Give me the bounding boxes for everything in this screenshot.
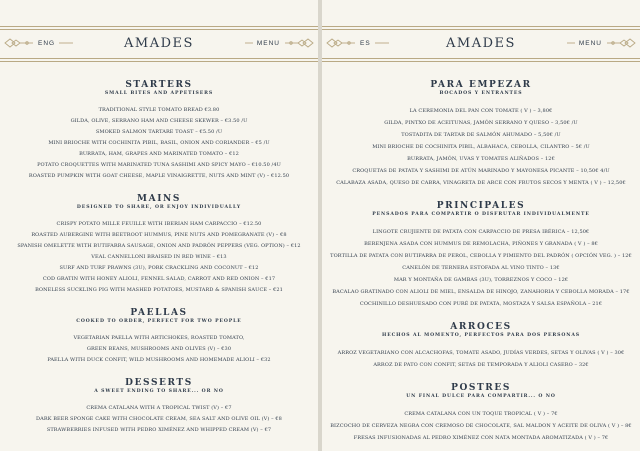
menu-item: CALABAZA ASADA, QUESO DE CABRA, VINAGRETA DE ARCE CON FRUTOS SECOS Y MENTA ( V ) – 12,50€ <box>336 180 626 186</box>
menu-item: BURRATA, JAMÓN, UVAS Y TOMATES ALIÑADOS – 12€ <box>407 156 555 162</box>
menu-item: ARROZ DE PATO CON CONFIT, SETAS DE TEMPORADA Y ALIOLI CASERO – 32€ <box>373 362 589 368</box>
menu-item: TRADITIONAL STYLE TOMATO BREAD €3.80 <box>98 107 220 113</box>
menu-item: CROQUETAS DE PATATA Y SASHIMI DE ATÚN MARINADO Y MAYONESA PICANTE – 10,50€ 4/U <box>352 168 610 174</box>
section-subtitle: A SWEET ENDING TO SHARE... OR NO <box>94 389 224 394</box>
section-subtitle: DESIGNED TO SHARE, OR ENJOY INDIVIDUALLY <box>76 205 242 210</box>
menu-label: MENU <box>256 39 280 47</box>
menu-item: COD GRATIN WITH HONEY ALIOLI, FENNEL SALAD, CARROT AND RED ONION – €17 <box>42 276 276 282</box>
menu-item: ARROZ VEGETARIANO CON ALCACHOFAS, TOMATE ASADO, JUDÍAS VERDES, SETAS Y OLIVAS ( V ) – 30€ <box>337 350 625 356</box>
menu-panel-spanish <box>322 0 640 451</box>
menu-item: BERENJENA ASADA CON HUMMUS DE REMOLACHA, PIÑONES Y GRANADA ( V ) – 8€ <box>364 241 598 247</box>
menu-item: CREMA CATALANA WITH A TROPICAL TWIST (V) – €7 <box>86 405 232 411</box>
menu-item: MINI BRIOCHE WITH COCHINITA PIBIL, BASIL, ONION AND CORIANDER – €5 /U <box>48 140 270 146</box>
section-title: PARA EMPEZAR <box>430 80 532 90</box>
section-title: STARTERS <box>125 80 193 90</box>
section-title: DESSERTS <box>125 378 193 388</box>
menu-item: FRESAS INFUSIONADAS AL PEDRO XIMÉNEZ CON NATA MONTADA AROMATIZADA ( V ) – 7€ <box>353 435 609 441</box>
menu-item: PAELLA WITH DUCK CONFIT, WILD MUSHROOMS AND HOMEMADE ALIOLI – €32 <box>47 357 271 363</box>
section-title: PAELLAS <box>130 308 188 318</box>
section-para-empezar <box>322 80 640 189</box>
line-ornament-icon <box>567 38 575 48</box>
menu-item: LINGOTE CRUJIENTE DE PATATA CON CARPACCIO DE PRESA IBÉRICA – 12,50€ <box>372 229 590 235</box>
menu-button[interactable] <box>245 38 314 48</box>
menu-item: MINI BRIOCHE DE COCHINITA PIBIL, ALBAHACA, CEBOLLA, CILANTRO – 5€ /U <box>372 144 590 150</box>
section-subtitle: PENSADOS PARA COMPARTIR O DISFRUTAR INDIVIDUALMENTE <box>372 212 590 217</box>
menu-label: MENU <box>578 39 602 47</box>
menu-item: ROASTED AUBERGINE WITH BEETROOT HUMMUS, PINE NUTS AND POMEGRANATE (V) – €8 <box>31 232 287 238</box>
section-paellas <box>0 308 318 366</box>
menu-item: COCHINILLO DESHUESADO CON PURÉ DE PATATA, MOSTAZA Y SALSA ESPAÑOLA – 21€ <box>359 301 603 307</box>
menu-item: GREEN BEANS, MUSHROOMS AND OLIVES (V) – €30 <box>86 346 232 352</box>
menu-item: MAR Y MONTAÑA DE GAMBAS (3U), TORREZNOS Y COCO – 12€ <box>393 277 569 283</box>
section-principales <box>322 201 640 310</box>
menu-item: BIZCOCHO DE CERVEZA NEGRA CON CREMOSO DE CHOCOLATE, SAL MALDON Y ACEITE DE OLIVA ( V ) – 8€ <box>330 423 632 429</box>
diamond-arrow-ornament-icon <box>284 38 314 48</box>
menu-item: LA CEREMONIA DEL PAN CON TOMATE ( V ) – 3,80€ <box>409 108 553 114</box>
panel-header <box>322 0 640 60</box>
menu-item: DARK BEER SPONGE CAKE WITH CHOCOLATE CREAM, SEA SALT AND OLIVE OIL (V) – €8 <box>36 416 282 422</box>
menu-item: SMOKED SALMON TARTARE TOAST – €5.50 /U <box>95 129 223 135</box>
section-subtitle: SMALL BITES AND APPETISERS <box>104 91 214 96</box>
menu-item: SURF AND TURF PRAWNS (3U), PORK CRACKLING AND COCONUT – €12 <box>59 265 259 271</box>
language-label: ENG <box>38 39 56 47</box>
section-mains <box>0 194 318 296</box>
section-title: ARROCES <box>450 322 512 332</box>
section-desserts <box>0 378 318 436</box>
menu-item: BONELESS SUCKLING PIG WITH MASHED POTATOES, MUSTARD & SPANISH SAUCE – €21 <box>35 287 283 293</box>
menu-item: VEAL CANNELLONI BRAISED IN RED WINE – €13 <box>91 254 227 260</box>
menu-item: CREMA CATALANA CON UN TOQUE TROPICAL ( V ) – 7€ <box>404 411 558 417</box>
section-title: PRINCIPALES <box>436 201 526 211</box>
section-subtitle: BOCADOS Y ENTRANTES <box>439 91 523 96</box>
menu-item: ROASTED PUMPKIN WITH GOAT CHEESE, MAPLE VINAIGRETTE, NUTS AND MINT (V) – €12.50 <box>28 173 290 179</box>
section-subtitle: HECHOS AL MOMENTO, PERFECTOS PARA DOS PERSONAS <box>381 333 581 338</box>
menu-item: BACALAO GRATINADO CON ALIOLI DE MIEL, ENSALDA DE HINOJO, ZANAHORIA Y CEBOLLA MORADA – 17€ <box>332 289 630 295</box>
menu-content <box>0 60 318 436</box>
diamond-arrow-ornament-icon <box>606 38 636 48</box>
menu-item: GILDA, PINTXO DE ACEITUNAS, JAMÓN SERRANO Y QUESO – 3,50€ /U <box>384 120 578 126</box>
menu-content <box>322 60 640 444</box>
menu-item: STRAWBERRIES INFUSED WITH PEDRO XIMÉNEZ AND WHIPPED CREAM (V) – €7 <box>46 427 272 433</box>
menu-item: SPANISH OMELETTE WITH BUTIFARRA SAUSAGE, ONION AND PADRÓN PEPPERS (VEG. OPTION) – €12 <box>17 243 301 249</box>
language-label: ES <box>360 39 371 47</box>
menu-item: CRISPY POTATO MILLE FEUILLE WITH IBERIAN HAM CARPACCIO – €12.50 <box>56 221 262 227</box>
section-arroces <box>322 322 640 371</box>
section-starters <box>0 80 318 182</box>
brand-title[interactable]: AMADES <box>446 36 516 51</box>
menu-item: POTATO CROQUETTES WITH MARINATED TUNA SASHIMI AND SPICY MAYO – €10.50 /4U <box>37 162 281 168</box>
line-ornament-icon <box>245 38 253 48</box>
menu-item: TORTILLA DE PATATA CON BUTIFARRA DE PEROL, CEBOLLA Y PIMIENTO DEL PADRÓN ( OPCIÓN VEG. ) – 12€ <box>330 253 632 259</box>
menu-item: CANELÓN DE TERNERA ESTOFADA AL VINO TINTO – 13€ <box>402 265 560 271</box>
panel-header <box>0 0 318 60</box>
brand-title[interactable]: AMADES <box>124 36 194 51</box>
menu-button[interactable] <box>567 38 636 48</box>
section-title: POSTRES <box>451 383 511 393</box>
menu-panel-english <box>0 0 318 451</box>
menu-item: BURRATA, HAM, GRAPES AND MARINATED TOMATO – €12 <box>79 151 239 157</box>
menu-item: VEGETARIAN PAELLA WITH ARTICHOKES, ROASTED TOMATO, <box>73 335 245 341</box>
section-subtitle: UN FINAL DULCE PARA COMPARTIR... O NO <box>406 394 556 399</box>
section-postres <box>322 383 640 444</box>
menu-item: GILDA, OLIVE, SERRANO HAM AND CHEESE SKEWER – €3.50 /U <box>70 118 248 124</box>
menu-item: TOSTADITA DE TARTAR DE SALMÓN AHUMADO – 5,50€ /U <box>401 132 561 138</box>
section-subtitle: COOKED TO ORDER, PERFECT FOR TWO PEOPLE <box>76 319 242 324</box>
section-title: MAINS <box>137 194 181 204</box>
